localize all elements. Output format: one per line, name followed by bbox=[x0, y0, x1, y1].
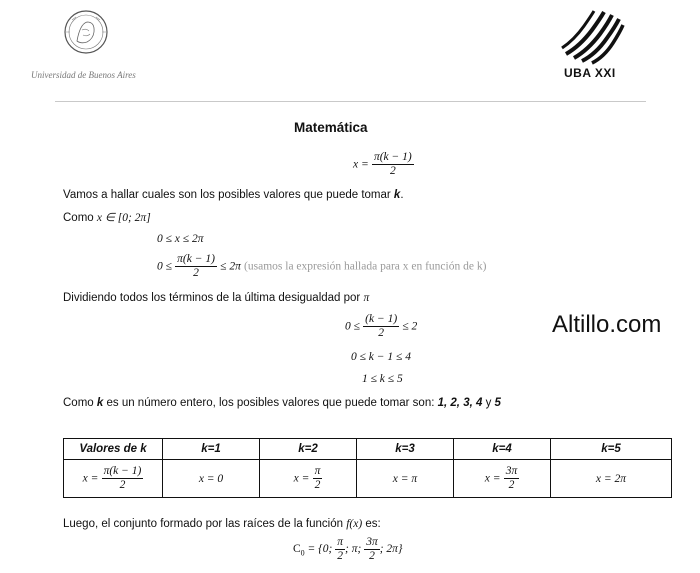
fraction: $\frac{\pi(k - 1)}{2}$ bbox=[373, 151, 412, 177]
fraction: $\frac{\pi(k - 1)}{2}$ bbox=[177, 253, 215, 279]
inequality-4: 0 ≤ k − 1 ≤ 4 bbox=[351, 351, 411, 363]
formula-top: x = $\frac{\pi(k - 1)}{2}$ bbox=[353, 151, 412, 177]
inequality-1: 0 ≤ x ≤ 2π bbox=[157, 233, 204, 245]
uba-xxi-logo-mark bbox=[560, 10, 626, 68]
fraction: $\frac{3\pi}{2}$ bbox=[366, 536, 378, 562]
table-header-cell: k=5 bbox=[551, 439, 672, 460]
table-cell: x = $\frac{3\pi}{2}$ bbox=[454, 460, 551, 498]
fraction: $\frac{3\pi}{2}$ bbox=[505, 465, 518, 491]
fraction: $\frac{(k - 1)}{2}$ bbox=[365, 313, 398, 339]
inequality-note: (usamos la expresión hallada para x en función de k) bbox=[244, 260, 487, 273]
table-cell: x = 0 bbox=[163, 460, 260, 498]
inequality-5: 1 ≤ k ≤ 5 bbox=[362, 373, 403, 385]
table-header-cell: k=1 bbox=[163, 439, 260, 460]
table-row bbox=[64, 460, 672, 498]
paragraph-values: Como k es un número entero, los posibles valores que puede tomar son: 1, 2, 3, 4 y 5 bbox=[63, 397, 501, 409]
table-header-cell: k=3 bbox=[357, 439, 454, 460]
paragraph-domain: Como x ∈ [0; 2π] bbox=[63, 212, 151, 224]
university-seal-logo bbox=[50, 8, 122, 68]
values-table bbox=[63, 438, 672, 498]
table-cell: x = π bbox=[357, 460, 454, 498]
table-header-cell: k=2 bbox=[260, 439, 357, 460]
table-cell: x = $\frac{\pi}{2}$ bbox=[260, 460, 357, 498]
table-cell: x = $\frac{\pi(k - 1)}{2}$ bbox=[64, 460, 163, 498]
page-title: Matemática bbox=[294, 120, 368, 135]
fraction: $\frac{\pi(k - 1)}{2}$ bbox=[103, 465, 142, 491]
table-header-cell: k=4 bbox=[454, 439, 551, 460]
table-header-cell: Valores de k bbox=[64, 439, 163, 460]
inequality-2: 0 ≤ $\frac{\pi(k - 1)}{2}$ ≤ 2π (usamos la expresión hallada para x en función de k) bbox=[157, 253, 487, 279]
fraction: $\frac{\pi}{2}$ bbox=[314, 465, 321, 491]
watermark: Altillo.com bbox=[552, 311, 662, 338]
paragraph-intro: Vamos a hallar cuales son los posibles valores que puede tomar k. bbox=[63, 189, 404, 201]
university-caption: Universidad de Buenos Aires bbox=[31, 70, 136, 80]
paragraph-divide: Dividiendo todos los términos de la última desigualdad por π bbox=[63, 292, 370, 304]
table-cell: x = 2π bbox=[551, 460, 672, 498]
inequality-3: 0 ≤ $\frac{(k - 1)}{2}$ ≤ 2 bbox=[345, 313, 418, 339]
roots-set: $C_0 = \{0$; $\frac{\pi}{2}$ ; π; $\frac{3\pi}{2}$ ; 2π} bbox=[293, 536, 403, 562]
paragraph-roots: Luego, el conjunto formado por las raíces de la función f(x) es: bbox=[63, 518, 381, 530]
fraction: $\frac{\pi}{2}$ bbox=[337, 536, 344, 562]
header-divider bbox=[55, 101, 646, 102]
brand-label: UBA XXI bbox=[564, 66, 616, 80]
table-header-row bbox=[64, 439, 672, 460]
